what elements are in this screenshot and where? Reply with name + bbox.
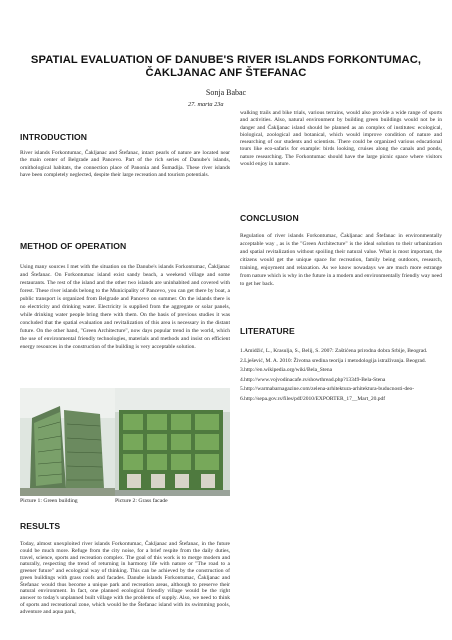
results-continued-text: walking trails and bike trials, various terrains, would also provide a wide range of sports and activities. Also, natural environment by building green buildings would not be in danger and Čakljanac island should be planned as an complex of institutes: ecological, biological, zoological and botanical, which would improve condition of nature and researching of our students and scientists. There could be organized various educational tours like eco-safaris for example: birds looking, cruises along the canals and ponds, nature researching. The Forkontumac should have the large picnic space where visitors would enjoy in nature.	[240, 110, 442, 167]
method-text: Using many sources I met with the situation on the Danube's islands Forkontumac, Čakljanac and Štefanac. On Forkontumac island exist sandy beach, a weekend village and some restaurants. The rest of the island and the other two islands are uninhabited and covered with forest. These river islands belong to the Municipality of Pancevo, you can get there by boat, a public transport is organized from Belgrade and Pancevo on summer. On the islands there is no electricity and drinking water. Electricity is supplied from the aggregate or solar panels, while drinking water people bring there with them. On the basis of previous studies it was concluded that the spatial evaluation and revitalization of this area is necessary in the distant future. On the other hand, "Green Architecture", now days popular trend in the world, which the use of environmental friendly technologies, materials and methods and insist on efficient energy resources in the construction of the building is very acceptable solution.	[20, 264, 230, 351]
reference-item: 2.Lješević, M. A. 2010: Životna sredina teorija i metodologija istraživanja. Beograd.	[240, 357, 427, 364]
reference-list	[240, 348, 442, 405]
author-name: Sonja Babac	[205, 88, 247, 97]
figure-caption-2: Picture 2: Grass facade	[115, 498, 168, 504]
green-building-photo	[20, 388, 115, 496]
results-text: Today, almost unexploited river islands Forkontumac, Čakljanac and Štefanac, in the future could be much more. Refuge from the city noise, for a brief respite from the daily duties, travel, science, sports and recreation complex. The goal of this work is to merge modern and naturally, respecting the trend of returning in harmony life with nature or "The road to a greener future" and ecological way of thinking. This can be achieved by the construction of green buildings with grass roofs and facades. Danube islands Forkontumac, Čakljanac and Štefanac would thus become a unique park and recreation areas, although to preserve their natural environment. In fact, one planned ecological friendly village would be the right answer to today's unplanned built village with the problems of supply. Also, we need to think of sports and recreational zone, which would be the Štefanac island with its swimming pools, adventure and aqua park,	[20, 541, 230, 615]
method-heading: METHOD OF OPERATION	[20, 241, 127, 251]
reference-link[interactable]: 3.http://en.wikipedia.org/wiki/Bela_Stena	[240, 367, 333, 373]
figure-caption-1: Picture 1: Green building	[20, 498, 78, 504]
paper-title: SPATIAL EVALUATION OF DANUBE'S RIVER ISLANDS FORKONTUMAC, ČAKLJANAC ANF ŠTEFANAC	[30, 54, 422, 79]
grass-facade-photo	[115, 388, 230, 496]
introduction-heading: INTRODUCTION	[20, 132, 88, 142]
reference-link[interactable]: 6.http://sepa.gov.rs/files/pdf/2010/EXPORTER_17__Mart_20.pdf	[240, 395, 386, 402]
reference-link[interactable]: 5.http://warmabarnagazine.com/zelena-arhitektura-arhitektura-buducnosti-deo-	[240, 386, 415, 392]
results-heading: RESULTS	[20, 521, 61, 531]
reference-link[interactable]: 4.http://www.vojvodinacafe.rs/showthread.php?13349-Bela-Stena	[240, 376, 386, 383]
literature-heading: LITERATURE	[240, 326, 295, 336]
conclusion-text: Regulation of river islands Forkontumac, Čakljanac and Štefanac in environmentally acceptable way , as is the "Green Architecture" is the ideal solution to their urbanization and spatial revitalization without spoiling their natural value. What is most important, the citizens would get the unique space for recreation, family being outdoors, research, training, enjoyment and relaxation. As we know nowadays we are much more estrange from nature which is why in the future in a modern and environmentally friendly way need to get her back.	[240, 233, 442, 288]
author-address: 27. marta 23a	[188, 101, 224, 108]
introduction-text: River islands Forkontumac, Čakljanac and Štefanac, intact pearls of nature are located near the main center of Belgrade and Pancevo. Part of the rich series of Danube's islands, ornithological habitats, the connection place of Panonia and Šumadija. These river islands have been completely neglected, despite their large recreation and tourism potentials.	[20, 150, 230, 178]
reference-item: 1.Amidžić, L., Krasulja, S., Belij, S. 2007: Zaštićena prirodna dobra Srbije, Beograd.	[240, 348, 428, 354]
conclusion-heading: CONCLUSION	[240, 213, 299, 223]
